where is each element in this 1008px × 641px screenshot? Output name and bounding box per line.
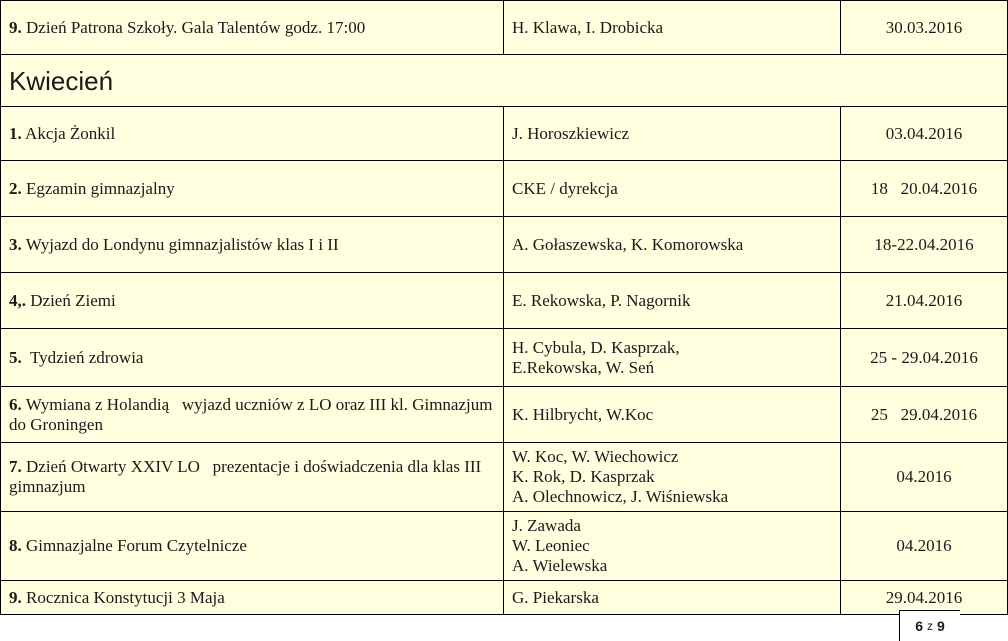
table-row (1, 1, 1008, 55)
event-title-cell: 4,. Dzień Ziemi (1, 273, 504, 329)
table-row (1, 512, 1008, 581)
event-owner-cell: CKE / dyrekcja (504, 161, 841, 217)
table-row (1, 387, 1008, 443)
event-title-cell: 7. Dzień Otwarty XXIV LO prezentacje i doświadczenia dla klas III gimnazjum (1, 443, 504, 512)
table-row (1, 581, 1008, 615)
table-row (1, 217, 1008, 273)
table-row (1, 329, 1008, 387)
event-owner-cell: K. Hilbrycht, W.Koc (504, 387, 841, 443)
event-date-cell: 03.04.2016 (841, 107, 1008, 161)
event-title-cell: 6. Wymiana z Holandią wyjazd uczniów z LO oraz III kl. Gimnazjum do Groningen (1, 387, 504, 443)
table-row (1, 443, 1008, 512)
table-row (1, 107, 1008, 161)
event-date-cell: 25 - 29.04.2016 (841, 329, 1008, 387)
event-owner-cell: H. Cybula, D. Kasprzak, E.Rekowska, W. Seń (504, 329, 841, 387)
event-date-cell: 21.04.2016 (841, 273, 1008, 329)
event-owner-cell: G. Piekarska (504, 581, 841, 615)
page-separator: z (927, 619, 933, 633)
event-date-cell: 30.03.2016 (841, 1, 1008, 55)
page-number (899, 610, 960, 641)
month-header-row (1, 55, 1008, 107)
event-title-cell: 5. Tydzień zdrowia (1, 329, 504, 387)
event-date-cell: 04.2016 (841, 443, 1008, 512)
event-owner-cell: J. Zawada W. Leoniec A. Wielewska (504, 512, 841, 581)
event-owner-cell: A. Gołaszewska, K. Komorowska (504, 217, 841, 273)
event-owner-cell: J. Horoszkiewicz (504, 107, 841, 161)
event-title-cell: 2. Egzamin gimnazjalny (1, 161, 504, 217)
event-title-cell: 9. Rocznica Konstytucji 3 Maja (1, 581, 504, 615)
event-date-cell: 29.04.2016 (841, 581, 1008, 615)
table-row (1, 273, 1008, 329)
page-total: 9 (937, 618, 945, 634)
event-date-cell: 18 20.04.2016 (841, 161, 1008, 217)
event-date-cell: 18-22.04.2016 (841, 217, 1008, 273)
event-title-cell: 8. Gimnazjalne Forum Czytelnicze (1, 512, 504, 581)
event-date-cell: 25 29.04.2016 (841, 387, 1008, 443)
page-current: 6 (915, 618, 923, 634)
event-owner-cell: W. Koc, W. Wiechowicz K. Rok, D. Kasprzak A. Olechnowicz, J. Wiśniewska (504, 443, 841, 512)
table-row (1, 161, 1008, 217)
event-title-cell: 3. Wyjazd do Londynu gimnazjalistów klas I i II (1, 217, 504, 273)
event-date-cell: 04.2016 (841, 512, 1008, 581)
event-owner-cell: E. Rekowska, P. Nagornik (504, 273, 841, 329)
event-title-cell: 1. Akcja Żonkil (1, 107, 504, 161)
event-owner-cell: H. Klawa, I. Drobicka (504, 1, 841, 55)
month-label: Kwiecień (1, 55, 1008, 107)
event-title-cell: 9. Dzień Patrona Szkoły. Gala Talentów godz. 17:00 (1, 1, 504, 55)
